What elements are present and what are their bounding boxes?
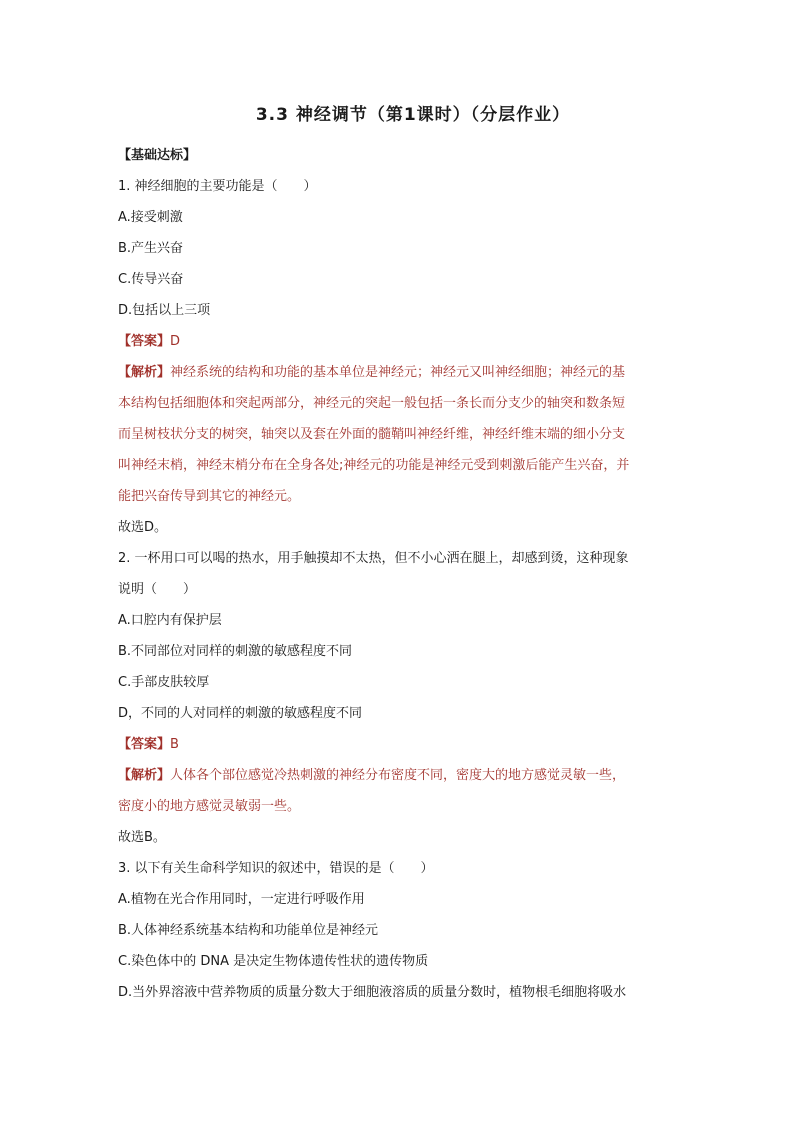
analysis-line: 能把兴奋传导到其它的神经元。 xyxy=(118,489,301,504)
analysis-block xyxy=(118,357,678,512)
question-stem: 1. 神经细胞的主要功能是（ ） xyxy=(118,179,317,194)
question-1 xyxy=(118,171,678,543)
option-c: C.传导兴奋 xyxy=(118,272,184,287)
analysis-line xyxy=(118,357,678,388)
analysis-text: 神经系统的结构和功能的基本单位是神经元；神经元又叫神经细胞；神经元的基 xyxy=(170,365,626,380)
option-b: B.产生兴奋 xyxy=(118,241,184,256)
answer-value: D xyxy=(170,334,181,349)
analysis-line xyxy=(118,760,678,791)
answer-tag: 【答案】 xyxy=(118,737,171,752)
analysis-line: 而呈树枝状分支的树突，轴突以及套在外面的髓鞘叫神经纤维，神经纤维末端的细小分支 xyxy=(118,427,626,442)
answer-tag: 【答案】 xyxy=(118,334,171,349)
option-b: B.不同部位对同样的刺激的敏感程度不同 xyxy=(118,644,353,659)
question-stem-continued: 说明（ ） xyxy=(118,582,197,597)
analysis-line: 本结构包括细胞体和突起两部分，神经元的突起一般包括一条长而分支少的轴突和数条短 xyxy=(118,396,626,411)
analysis-tag: 【解析】 xyxy=(118,768,171,783)
question-stem: 3. 以下有关生命科学知识的叙述中，错误的是（ ） xyxy=(118,861,434,876)
option-d: D.当外界溶液中营养物质的质量分数大于细胞液溶质的质量分数时，植物根毛细胞将吸水 xyxy=(118,985,627,1000)
analysis-block xyxy=(118,760,678,822)
conclusion: 故选B。 xyxy=(118,830,166,845)
option-c: C.染色体中的 DNA 是决定生物体遗传性状的遗传物质 xyxy=(118,954,429,969)
section-heading: 【基础达标】 xyxy=(118,148,197,163)
answer-line xyxy=(118,729,678,760)
option-a: A.口腔内有保护层 xyxy=(118,613,222,628)
answer-value: B xyxy=(170,737,179,752)
option-d: D，不同的人对同样的刺激的敏感程度不同 xyxy=(118,706,363,721)
option-c: C.手部皮肤较厚 xyxy=(118,675,210,690)
document-page xyxy=(118,100,678,1008)
conclusion: 故选D。 xyxy=(118,520,168,535)
question-stem: 2. 一杯用口可以喝的热水，用手触摸却不太热，但不小心洒在腿上，却感到烫，这种现象 xyxy=(118,551,629,566)
question-2 xyxy=(118,543,678,853)
analysis-line: 叫神经末梢，神经末梢分布在全身各处;神经元的功能是神经元受到刺激后能产生兴奋，并 xyxy=(118,458,630,473)
analysis-tag: 【解析】 xyxy=(118,365,171,380)
option-a: A.接受刺激 xyxy=(118,210,183,225)
page-title: 3.3 神经调节（第1课时）（分层作业） xyxy=(255,105,571,125)
analysis-text: 人体各个部位感觉冷热刺激的神经分布密度不同，密度大的地方感觉灵敏一些， xyxy=(170,768,626,783)
analysis-line: 密度小的地方感觉灵敏弱一些。 xyxy=(118,799,301,814)
option-d: D.包括以上三项 xyxy=(118,303,211,318)
question-3 xyxy=(118,853,678,1008)
answer-line xyxy=(118,326,678,357)
option-b: B.人体神经系统基本结构和功能单位是神经元 xyxy=(118,923,379,938)
option-a: A.植物在光合作用同时，一定进行呼吸作用 xyxy=(118,892,365,907)
